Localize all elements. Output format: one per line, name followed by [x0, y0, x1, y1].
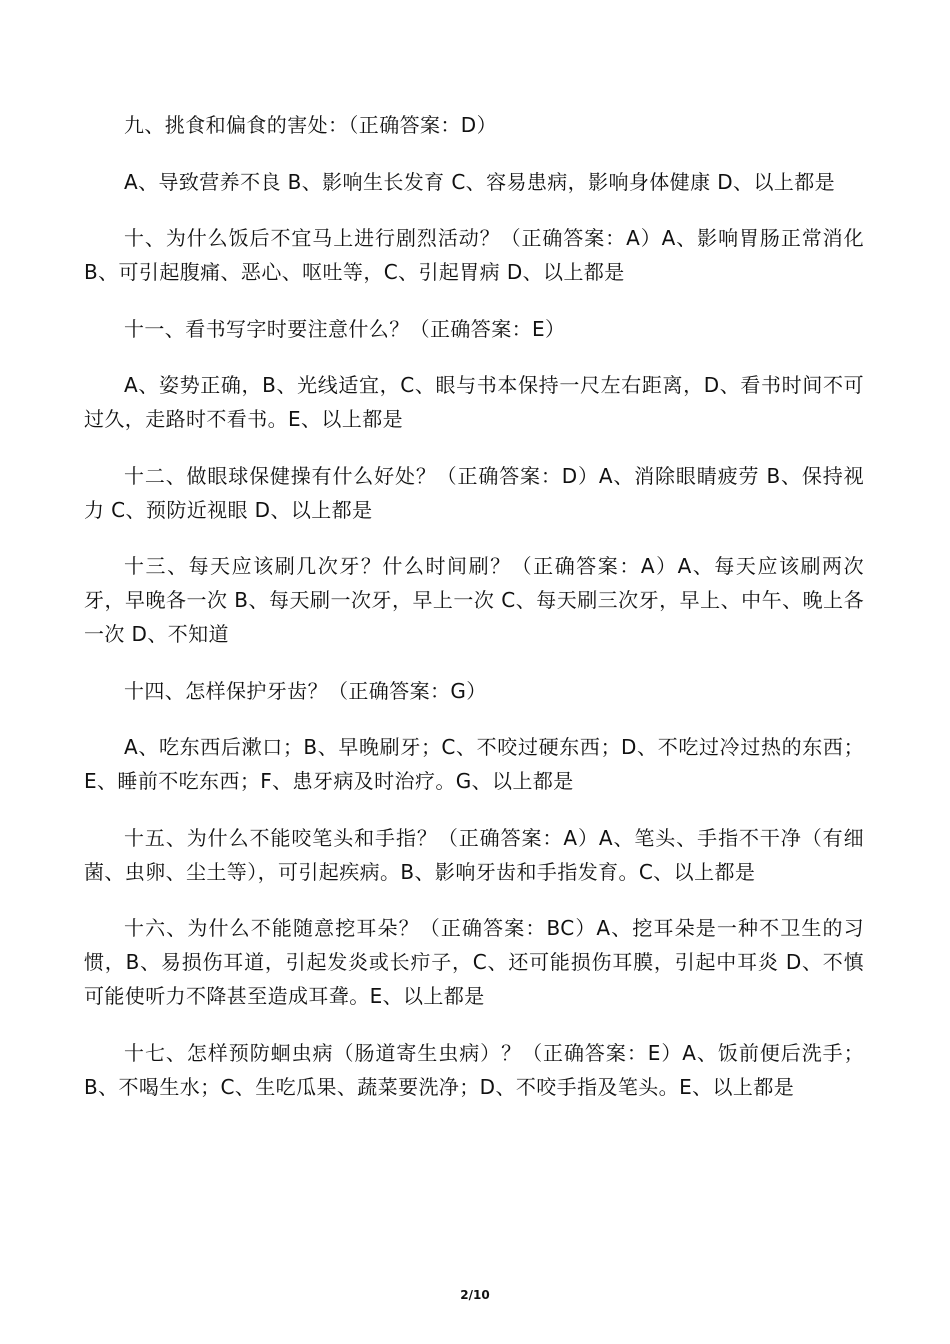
question-14-heading: 十四、怎样保护牙齿？（正确答案：G） — [124, 678, 487, 703]
question-9-heading: 九、挑食和偏食的害处：（正确答案：D） — [124, 113, 497, 137]
question-16: 十六、为什么不能随意挖耳朵？（正确答案：BC）A、挖耳朵是一种不卫生的习惯，B、易损伤耳道，引起发炎或长疖子，C、还可能损伤耳膜，引起中耳炎 D、不慎可能使听力不降甚至造成耳聋。E、以上都是 — [84, 916, 864, 1008]
question-15: 十五、为什么不能咬笔头和手指？（正确答案：A）A、笔头、手指不干净（有细菌、虫卵、尘土等），可引起疾病。B、影响牙齿和手指发育。C、以上都是 — [84, 825, 864, 884]
question-13: 十三、每天应该刷几次牙？什么时间刷？（正确答案：A）A、每天应该刷两次牙，早晚各一次 B、每天刷一次牙，早上一次 C、每天刷三次牙，早上、中午、晚上各一次 D、不知道 — [84, 554, 864, 646]
question-9-options: A、导致营养不良 B、影响生长发育 C、容易患病，影响身体健康 D、以上都是 — [124, 169, 836, 194]
document-body — [84, 108, 864, 1126]
question-11-heading: 十一、看书写字时要注意什么？（正确答案：E） — [124, 316, 566, 341]
question-12: 十二、做眼球保健操有什么好处？（正确答案：D）A、消除眼睛疲劳 B、保持视力 C、预防近视眼 D、以上都是 — [84, 463, 864, 522]
question-17: 十七、怎样预防蛔虫病（肠道寄生虫病）？（正确答案：E）A、饭前便后洗手；B、不喝生水；C、生吃瓜果、蔬菜要洗净；D、不咬手指及笔头。E、以上都是 — [84, 1040, 864, 1099]
question-10: 十、为什么饭后不宜马上进行剧烈活动？（正确答案：A）A、影响胃肠正常消化 B、可引起腹痛、恶心、呕吐等，C、引起胃病 D、以上都是 — [84, 226, 864, 284]
question-14-options: A、吃东西后漱口；B、早晚刷牙；C、不咬过硬东西；D、不吃过冷过热的东西；E、睡前不吃东西；F、患牙病及时治疗。G、以上都是 — [84, 735, 864, 793]
page-number: 2/10 — [460, 1288, 490, 1302]
question-11-options: A、姿势正确，B、光线适宜，C、眼与书本保持一尺左右距离，D、看书时间不可过久，走路时不看书。E、以上都是 — [84, 373, 864, 431]
